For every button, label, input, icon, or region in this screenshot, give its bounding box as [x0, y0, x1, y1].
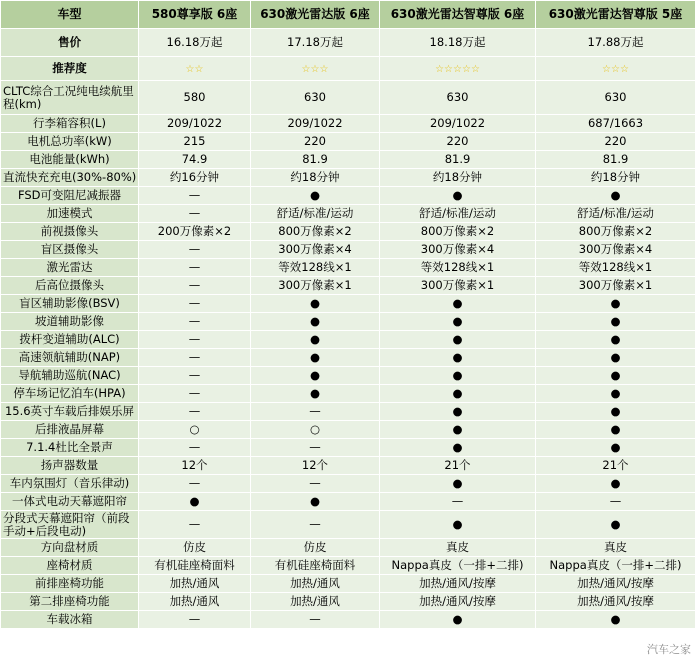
- row-label: 拨杆变道辅助(ALC): [1, 331, 139, 349]
- row-label: 电池能量(kWh): [1, 151, 139, 169]
- value-cell: 约18分钟: [536, 169, 695, 187]
- row-label: CLTC综合工况纯电续航里程(km): [1, 81, 139, 115]
- value-cell: ●: [536, 511, 695, 539]
- value-cell: —: [139, 511, 251, 539]
- spec-row: [1, 421, 695, 439]
- value-cell: ●: [380, 403, 536, 421]
- value-cell: —: [139, 403, 251, 421]
- value-cell: ●: [251, 187, 380, 205]
- value-cell: 真皮: [536, 539, 695, 557]
- value-cell: ○: [139, 421, 251, 439]
- value-cell: ●: [380, 349, 536, 367]
- star-icon: ☆☆☆☆☆: [435, 63, 480, 75]
- value-cell: ●: [536, 403, 695, 421]
- spec-row: [1, 295, 695, 313]
- value-cell: ●: [536, 187, 695, 205]
- row-label: 电机总功率(kW): [1, 133, 139, 151]
- spec-row: [1, 331, 695, 349]
- star-icon: ☆☆: [185, 63, 204, 75]
- value-cell: —: [251, 511, 380, 539]
- value-cell: 800万像素×2: [380, 223, 536, 241]
- value-cell: ●: [380, 475, 536, 493]
- value-cell: 200万像素×2: [139, 223, 251, 241]
- value-cell: 约18分钟: [251, 169, 380, 187]
- value-cell: 800万像素×2: [251, 223, 380, 241]
- value-cell: 仿皮: [139, 539, 251, 557]
- value-cell: 630: [251, 81, 380, 115]
- value-cell: 209/1022: [380, 115, 536, 133]
- model-630-lidar-premium-5seat: 630激光雷达智尊版 5座: [536, 1, 695, 29]
- value-cell: —: [139, 205, 251, 223]
- value-cell: ●: [380, 511, 536, 539]
- price-cell: 18.18万起: [380, 29, 536, 57]
- value-cell: ●: [139, 493, 251, 511]
- value-cell: Nappa真皮（一排+二排): [380, 557, 536, 575]
- value-cell: ●: [536, 475, 695, 493]
- spec-row: [1, 611, 695, 629]
- value-cell: 74.9: [139, 151, 251, 169]
- value-cell: ●: [251, 493, 380, 511]
- value-cell: 300万像素×1: [251, 277, 380, 295]
- value-cell: 加热/通风: [139, 593, 251, 611]
- value-cell: 舒适/标准/运动: [536, 205, 695, 223]
- value-cell: 加热/通风: [139, 575, 251, 593]
- price-cell: 16.18万起: [139, 29, 251, 57]
- value-cell: 81.9: [380, 151, 536, 169]
- value-cell: —: [251, 439, 380, 457]
- spec-row: [1, 403, 695, 421]
- spec-row: [1, 475, 695, 493]
- model-630-lidar-premium-6seat: 630激光雷达智尊版 6座: [380, 1, 536, 29]
- value-cell: 等效128线×1: [251, 259, 380, 277]
- value-cell: 209/1022: [251, 115, 380, 133]
- value-cell: 220: [536, 133, 695, 151]
- spec-row: [1, 259, 695, 277]
- row-label: 座椅材质: [1, 557, 139, 575]
- value-cell: 630: [536, 81, 695, 115]
- value-cell: ●: [251, 349, 380, 367]
- rating-stars: [251, 57, 380, 81]
- value-cell: 约18分钟: [380, 169, 536, 187]
- row-label: 车载冰箱: [1, 611, 139, 629]
- value-cell: 300万像素×1: [380, 277, 536, 295]
- spec-row: [1, 367, 695, 385]
- value-cell: Nappa真皮（一排+二排): [536, 557, 695, 575]
- value-cell: 580: [139, 81, 251, 115]
- spec-row: [1, 539, 695, 557]
- row-label: 前视摄像头: [1, 223, 139, 241]
- value-cell: 687/1663: [536, 115, 695, 133]
- row-label: 分段式天幕遮阳帘（前段手动+后段电动): [1, 511, 139, 539]
- value-cell: —: [139, 611, 251, 629]
- value-cell: 21个: [536, 457, 695, 475]
- value-cell: 等效128线×1: [380, 259, 536, 277]
- value-cell: ●: [536, 367, 695, 385]
- value-cell: 舒适/标准/运动: [251, 205, 380, 223]
- spec-row: [1, 349, 695, 367]
- value-cell: 81.9: [536, 151, 695, 169]
- value-cell: ●: [251, 385, 380, 403]
- spec-row: [1, 385, 695, 403]
- spec-row: [1, 575, 695, 593]
- value-cell: —: [139, 295, 251, 313]
- watermark-text: 汽车之家: [647, 643, 691, 656]
- row-label: 行李箱容积(L): [1, 115, 139, 133]
- spec-row: [1, 169, 695, 187]
- value-cell: 加热/通风/按摩: [380, 593, 536, 611]
- spec-row: [1, 241, 695, 259]
- spec-row: [1, 439, 695, 457]
- row-label: 车内氛围灯（音乐律动): [1, 475, 139, 493]
- value-cell: —: [251, 403, 380, 421]
- star-icon: ☆☆☆: [301, 63, 329, 75]
- spec-row: [1, 133, 695, 151]
- value-cell: ●: [380, 439, 536, 457]
- value-cell: 有机硅座椅面料: [139, 557, 251, 575]
- spec-row: [1, 557, 695, 575]
- value-cell: 加热/通风/按摩: [536, 593, 695, 611]
- row-label: 方向盘材质: [1, 539, 139, 557]
- star-icon: ☆☆☆: [602, 63, 629, 75]
- row-label: 一体式电动天幕遮阳帘: [1, 493, 139, 511]
- value-cell: 209/1022: [139, 115, 251, 133]
- model-630-lidar-6seat: 630激光雷达版 6座: [251, 1, 380, 29]
- value-cell: ●: [536, 421, 695, 439]
- value-cell: ●: [380, 421, 536, 439]
- value-cell: ○: [251, 421, 380, 439]
- value-cell: —: [139, 475, 251, 493]
- row-label: 盲区辅助影像(BSV): [1, 295, 139, 313]
- rating-row: [1, 57, 695, 81]
- row-label: 激光雷达: [1, 259, 139, 277]
- value-cell: ●: [251, 367, 380, 385]
- value-cell: ●: [380, 385, 536, 403]
- value-cell: ●: [380, 367, 536, 385]
- value-cell: —: [251, 475, 380, 493]
- value-cell: —: [139, 313, 251, 331]
- value-cell: 300万像素×1: [536, 277, 695, 295]
- value-cell: ●: [380, 611, 536, 629]
- value-cell: —: [536, 493, 695, 511]
- spec-row: [1, 511, 695, 539]
- model-580-6seat: 580尊享版 6座: [139, 1, 251, 29]
- price-cell: 17.18万起: [251, 29, 380, 57]
- spec-row: [1, 205, 695, 223]
- rating-stars: [380, 57, 536, 81]
- value-cell: ●: [536, 331, 695, 349]
- value-cell: ●: [536, 349, 695, 367]
- row-label: 前排座椅功能: [1, 575, 139, 593]
- value-cell: ●: [251, 331, 380, 349]
- price-cell: 17.88万起: [536, 29, 695, 57]
- range-row: [1, 81, 695, 115]
- value-cell: 真皮: [380, 539, 536, 557]
- value-cell: 215: [139, 133, 251, 151]
- row-label: 坡道辅助影像: [1, 313, 139, 331]
- value-cell: —: [139, 241, 251, 259]
- value-cell: 等效128线×1: [536, 259, 695, 277]
- spec-table-body: [1, 1, 695, 629]
- spec-row: [1, 151, 695, 169]
- value-cell: —: [251, 611, 380, 629]
- value-cell: —: [139, 439, 251, 457]
- value-cell: 81.9: [251, 151, 380, 169]
- value-cell: —: [139, 277, 251, 295]
- row-label: 导航辅助巡航(NAC): [1, 367, 139, 385]
- value-cell: ●: [536, 439, 695, 457]
- spec-row: [1, 593, 695, 611]
- value-cell: 800万像素×2: [536, 223, 695, 241]
- value-cell: 300万像素×4: [536, 241, 695, 259]
- value-cell: 12个: [139, 457, 251, 475]
- value-cell: 有机硅座椅面料: [251, 557, 380, 575]
- price-row: [1, 29, 695, 57]
- row-label: 推荐度: [1, 57, 139, 81]
- value-cell: 300万像素×4: [251, 241, 380, 259]
- value-cell: ●: [380, 187, 536, 205]
- value-cell: 仿皮: [251, 539, 380, 557]
- value-cell: —: [139, 259, 251, 277]
- spec-row: [1, 115, 695, 133]
- row-label: 后排液晶屏幕: [1, 421, 139, 439]
- value-cell: ●: [380, 295, 536, 313]
- value-cell: ●: [536, 295, 695, 313]
- value-cell: ●: [380, 313, 536, 331]
- value-cell: 加热/通风: [251, 575, 380, 593]
- value-cell: —: [139, 349, 251, 367]
- value-cell: ●: [536, 313, 695, 331]
- header-label: 车型: [1, 1, 139, 29]
- value-cell: ●: [251, 295, 380, 313]
- value-cell: —: [139, 385, 251, 403]
- spec-row: [1, 493, 695, 511]
- row-label: 加速模式: [1, 205, 139, 223]
- row-label: 盲区摄像头: [1, 241, 139, 259]
- row-label: 高速领航辅助(NAP): [1, 349, 139, 367]
- value-cell: 300万像素×4: [380, 241, 536, 259]
- rating-stars: [139, 57, 251, 81]
- value-cell: 220: [380, 133, 536, 151]
- value-cell: ●: [380, 331, 536, 349]
- rating-stars: [536, 57, 695, 81]
- value-cell: 220: [251, 133, 380, 151]
- value-cell: —: [139, 187, 251, 205]
- value-cell: 21个: [380, 457, 536, 475]
- spec-row: [1, 457, 695, 475]
- value-cell: 630: [380, 81, 536, 115]
- value-cell: ●: [536, 611, 695, 629]
- spec-row: [1, 313, 695, 331]
- row-label: 第二排座椅功能: [1, 593, 139, 611]
- spec-row: [1, 223, 695, 241]
- value-cell: 加热/通风: [251, 593, 380, 611]
- value-cell: 加热/通风/按摩: [536, 575, 695, 593]
- spec-row: [1, 277, 695, 295]
- value-cell: —: [380, 493, 536, 511]
- row-label: 7.1.4杜比全景声: [1, 439, 139, 457]
- header-row: [1, 1, 695, 29]
- row-label: 后高位摄像头: [1, 277, 139, 295]
- value-cell: 12个: [251, 457, 380, 475]
- row-label: 售价: [1, 29, 139, 57]
- row-label: 停车场记忆泊车(HPA): [1, 385, 139, 403]
- spec-row: [1, 187, 695, 205]
- value-cell: 舒适/标准/运动: [380, 205, 536, 223]
- value-cell: —: [139, 331, 251, 349]
- value-cell: —: [139, 367, 251, 385]
- row-label: 扬声器数量: [1, 457, 139, 475]
- row-label: FSD可变阻尼减振器: [1, 187, 139, 205]
- value-cell: ●: [251, 313, 380, 331]
- value-cell: 加热/通风/按摩: [380, 575, 536, 593]
- value-cell: ●: [536, 385, 695, 403]
- row-label: 15.6英寸车载后排娱乐屏: [1, 403, 139, 421]
- row-label: 直流快充充电(30%-80%): [1, 169, 139, 187]
- value-cell: 约16分钟: [139, 169, 251, 187]
